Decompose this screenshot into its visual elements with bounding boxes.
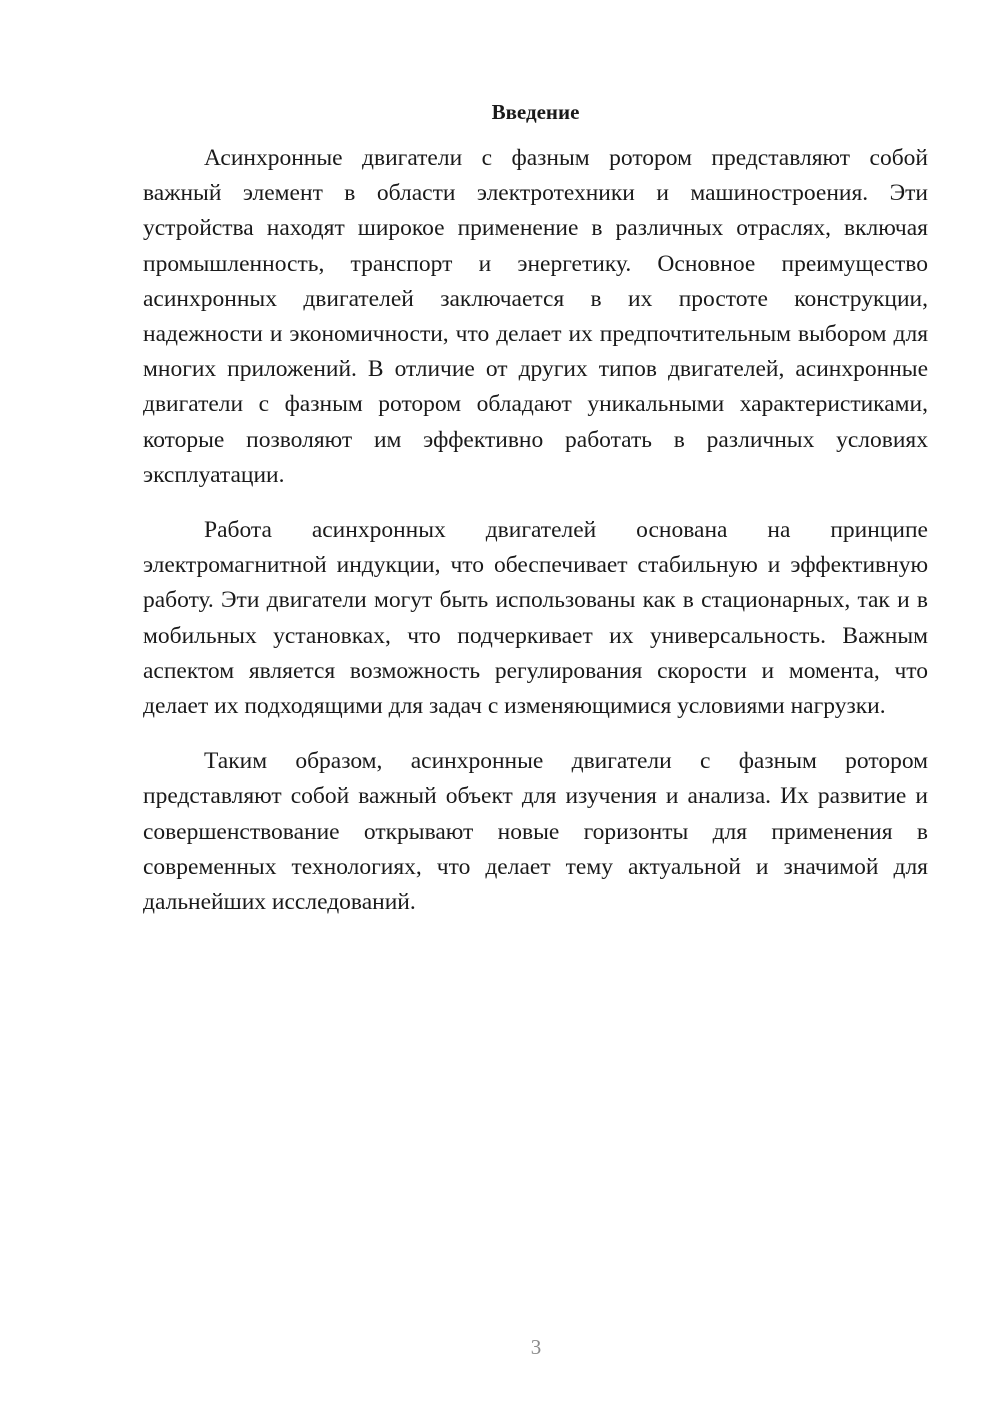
section-heading: Введение — [491, 100, 580, 124]
paragraph-1: Асинхронные двигатели с фазным ротором представляют собой важный элемент в области электротехники и машиностроения. Эти устройства находят широкое применение в различных отраслях, включая промышленность, транспорт и энергетику. Основное преимущество асинхронных двигателей заключается в их простоте конструкции, надежности и экономичности, что делает их предпочтительным выбором для многих приложений. В отличие от других типов двигателей, асинхронные двигатели с фазным ротором обладают уникальными характеристиками, которые позволяют им эффективно работать в различных условиях эксплуатации. — [143, 145, 928, 488]
paragraph-3: Таким образом, асинхронные двигатели с фазным ротором представляют собой важный объект для изучения и анализа. Их развитие и совершенствование открывают новые горизонты для применения в современных технологиях, что делает тему актуальной и значимой для дальнейших исследований. — [143, 748, 928, 916]
paragraph-2: Работа асинхронных двигателей основана на принципе электромагнитной индукции, что обеспечивает стабильную и эффективную работу. Эти двигатели могут быть использованы как в стационарных, так и в мобильных установках, что подчеркивает их универсальность. Важным аспектом является возможность регулирования скорости и момента, что делает их подходящими для задач с изменяющимися условиями нагрузки. — [143, 517, 928, 720]
document-body — [143, 141, 928, 940]
page-number: 3 — [530, 1335, 542, 1359]
